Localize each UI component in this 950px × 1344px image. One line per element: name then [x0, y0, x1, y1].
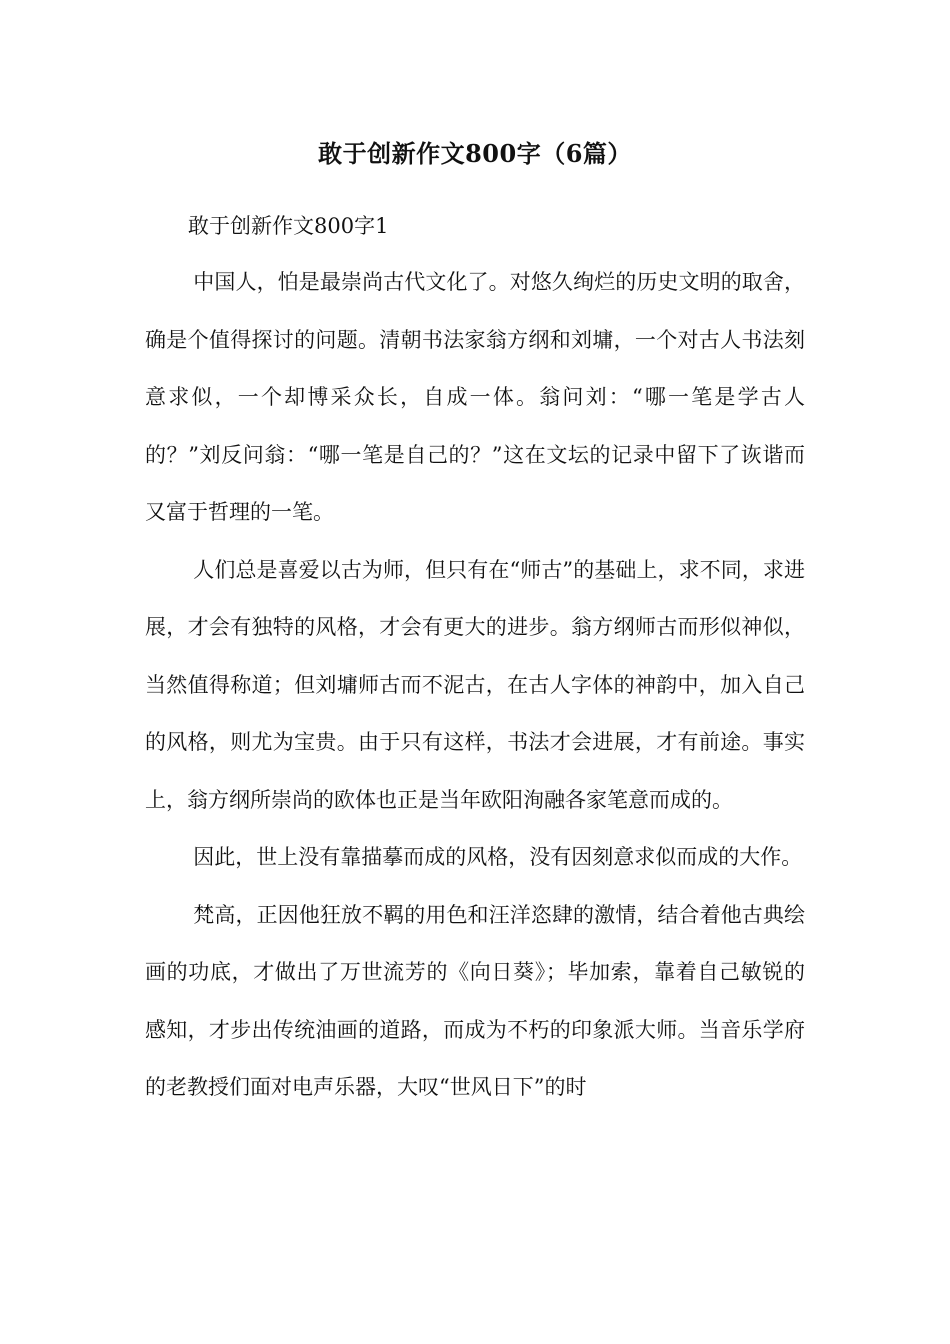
- paragraph: 中国人，怕是最崇尚古代文化了。对悠久绚烂的历史文明的取舍，确是个值得探讨的问题。清朝书法家翁方纲和刘墉，一个对古人书法刻意求似，一个却博采众长，自成一体。翁问刘：“哪一笔是学古人的？”刘反问翁：“哪一笔是自己的？”这在文坛的记录中留下了诙谐而又富于哲理的一笔。: [145, 270, 805, 524]
- paragraph: 人们总是喜爱以古为师，但只有在“师古”的基础上，求不同，求进展，才会有独特的风格，才会有更大的进步。翁方纲师古而形似神似，当然值得称道；但刘墉师古而不泥古，在古人字体的神韵中，加入自己的风格，则尤为宝贵。由于只有这样，书法才会进展，才有前途。事实上，翁方纲所崇尚的欧体也正是当年欧阳洵融各家笔意而成的。: [145, 557, 805, 812]
- document-title: 敢于创新作文800字（6篇）: [318, 139, 632, 168]
- document-body: [145, 254, 805, 1117]
- paragraph: 因此，世上没有靠描摹而成的风格，没有因刻意求似而成的大作。: [193, 845, 803, 869]
- section-heading: 敢于创新作文800字1: [188, 214, 389, 238]
- paragraph: 梵高，正因他狂放不羁的用色和汪洋恣肆的激情，结合着他古典绘画的功底，才做出了万世流芳的《向日葵》；毕加索，靠着自己敏锐的感知，才步出传统油画的道路，而成为不朽的印象派大师。当音乐学府的老教授们面对电声乐器，大叹“世风日下”的时: [145, 902, 805, 1099]
